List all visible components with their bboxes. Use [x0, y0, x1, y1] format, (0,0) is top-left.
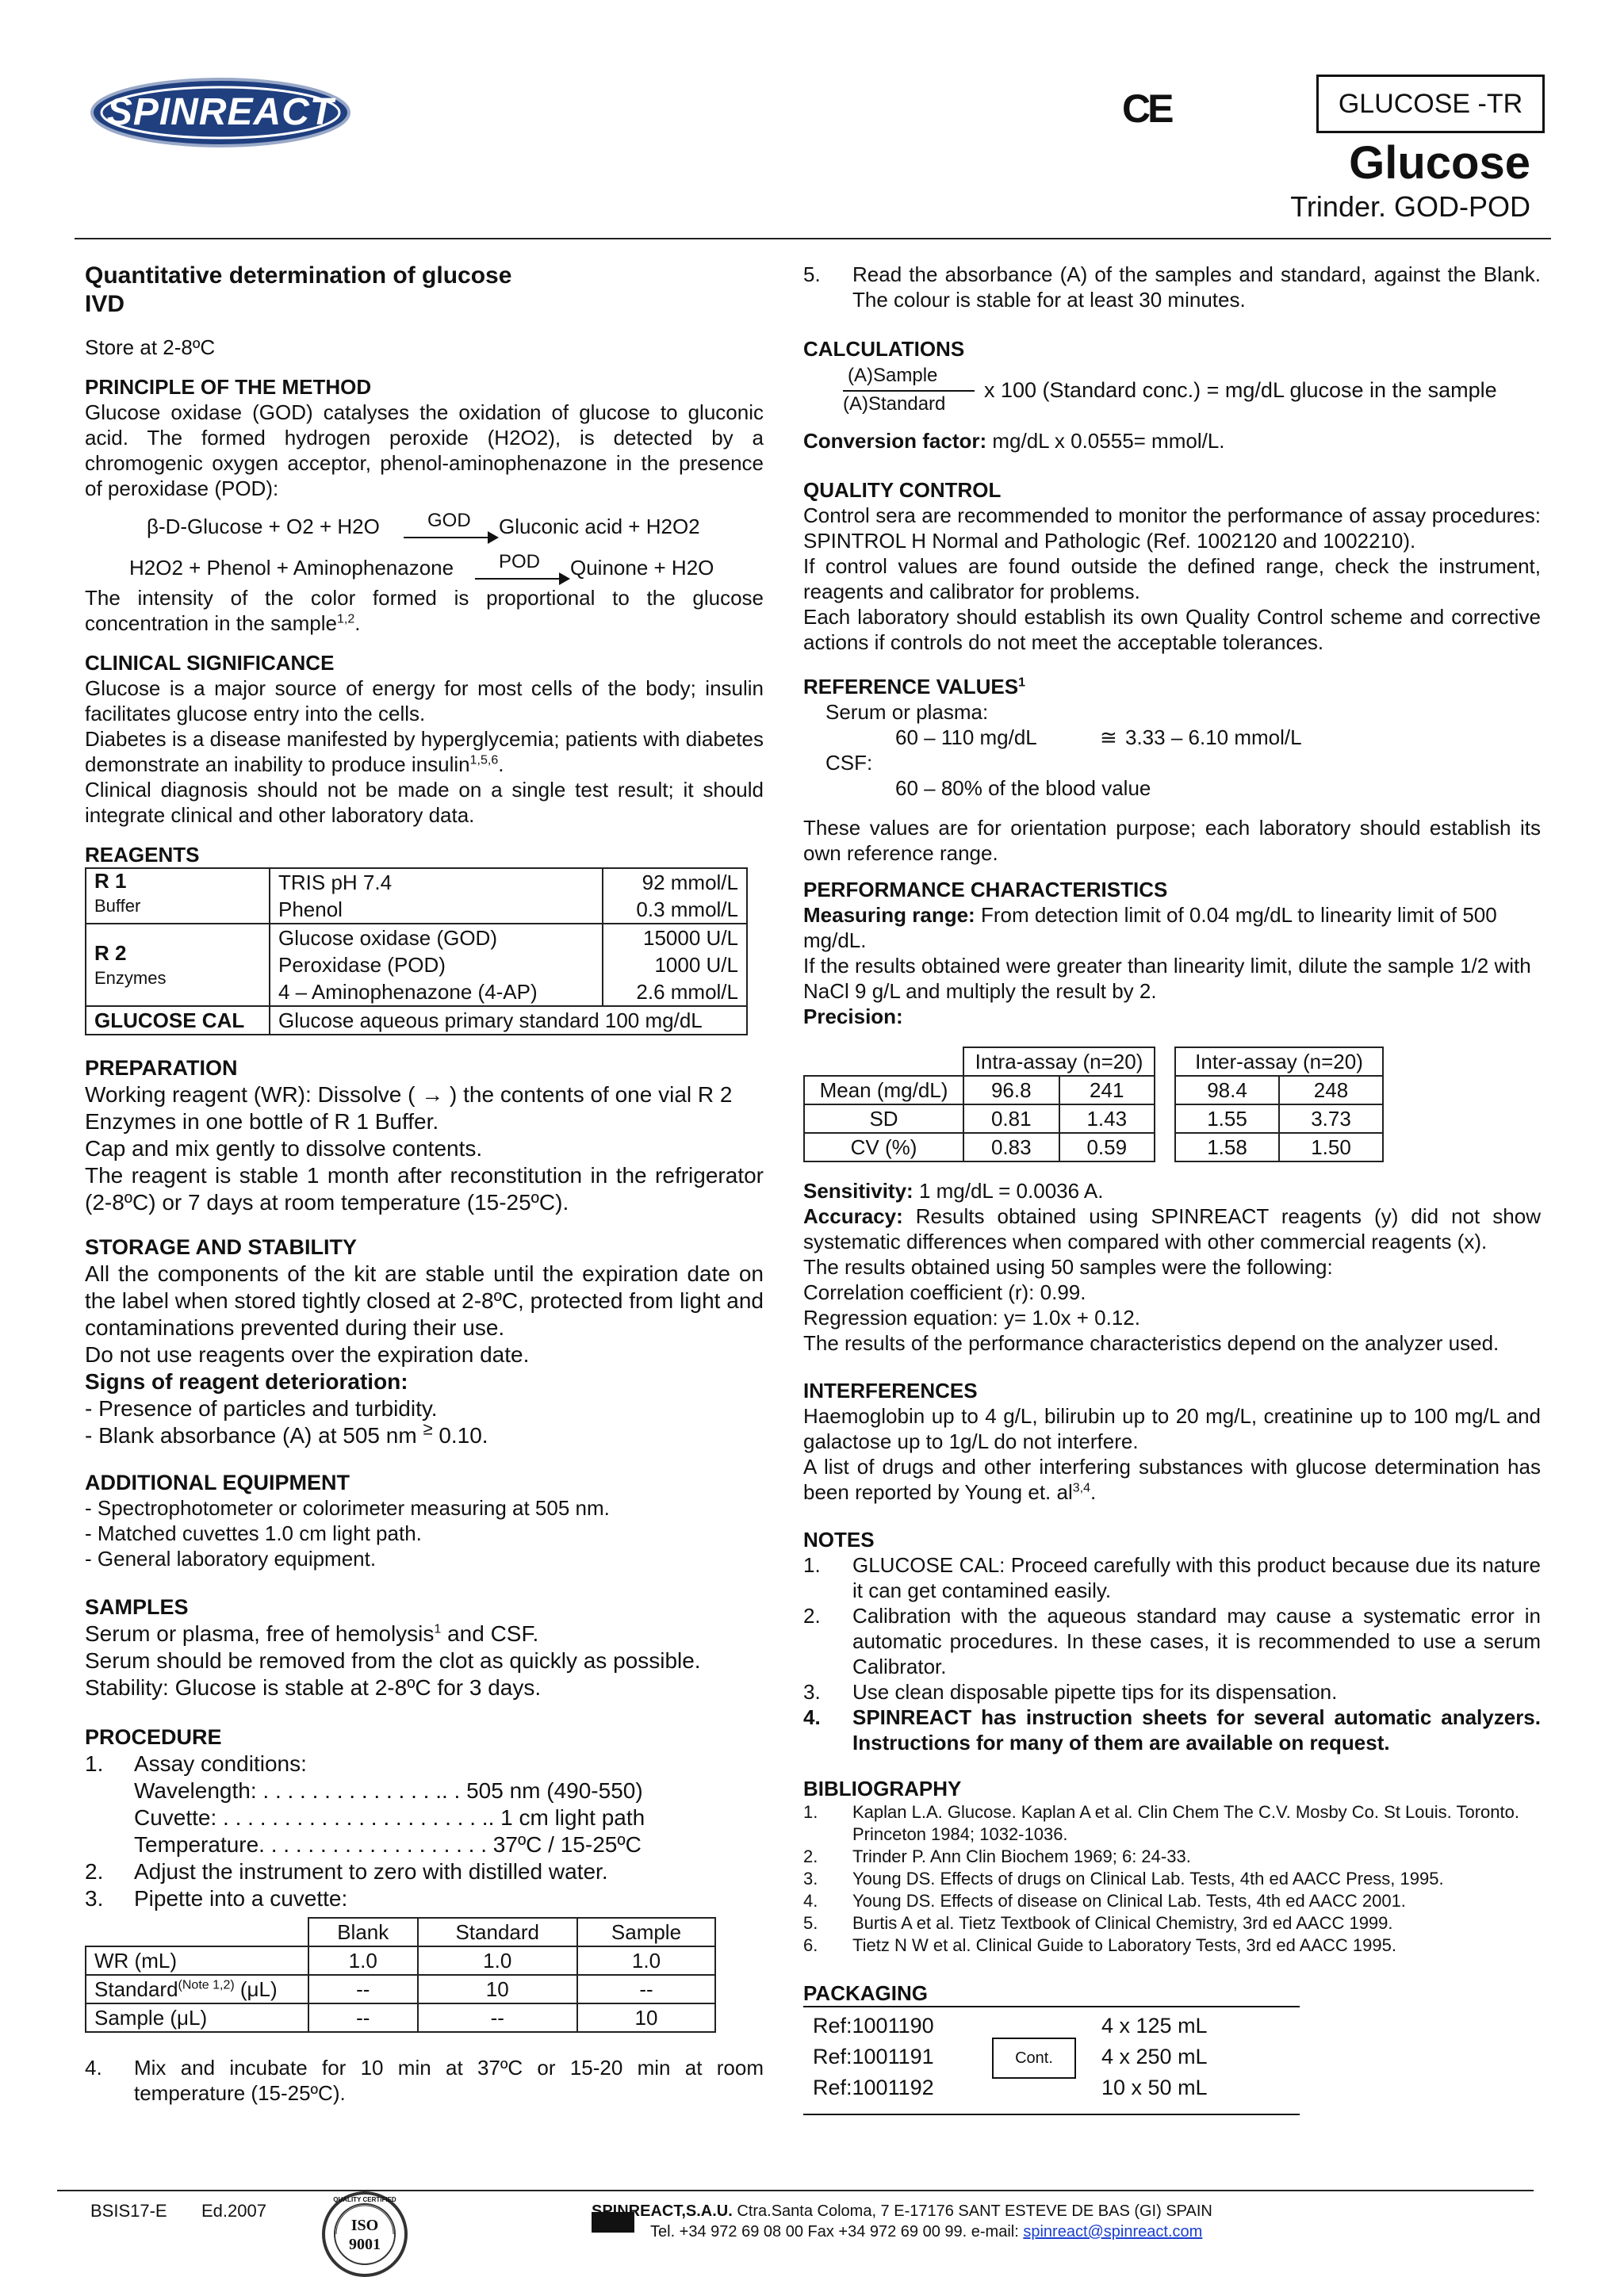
- reference-serum-values: 60 – 110 mg/dL ≅ 3.33 – 6.10 mmol/L: [895, 725, 1302, 749]
- interferences-text-1: Haemoglobin up to 4 g/L, bilirubin up to 20 mg/L, creatinine up to 100 mg/L and galactose up to 1g/L do not interfere.: [803, 1404, 1541, 1453]
- precision-label: Precision:: [803, 1004, 903, 1028]
- accuracy: Accuracy: Results obtained using SPINREACT reagents (y) did not show systematic differences when compared with other commercial reagents (x).: [803, 1204, 1541, 1253]
- equipment-item: - Spectrophotometer or colorimeter measuring at 505 nm.: [85, 1496, 610, 1520]
- r2-name: R 2: [94, 940, 127, 965]
- table-row: GLUCOSE CAL Glucose aqueous primary standard 100 mg/dL: [86, 1006, 747, 1035]
- store-text: Store at 2-8ºC: [85, 335, 216, 359]
- reaction-1-left: β-D-Glucose + O2 + H2O: [147, 515, 380, 538]
- note-item: 1. GLUCOSE CAL: Proceed carefully with this product because due its nature it can get contamined easily.: [803, 1553, 1541, 1602]
- table-row: Standard$^{(Note 1,2)}$ (μL) -- 10 --: [86, 1975, 715, 2003]
- prep-text-2: Cap and mix gently to dissolve contents.: [85, 1136, 483, 1161]
- footer-rule: [57, 2190, 1534, 2191]
- table-row: 98.4 248: [1175, 1076, 1383, 1104]
- bibliography-list: [803, 1801, 1541, 1957]
- bibliography-item: 3. Young DS. Effects of drugs on Clinical Lab. Tests, 4th ed AACC Press, 1995.: [803, 1869, 1444, 1888]
- footer-company: SPINREACT,S.A.U.: [592, 2202, 733, 2220]
- precision-table-intra: [803, 1047, 1155, 1162]
- logo: [86, 73, 355, 152]
- note-item: 4. SPINREACT has instruction sheets for several automatic analyzers. Instructions for many of them are available on request.: [803, 1705, 1541, 1755]
- ce-mark: CE: [1122, 86, 1171, 131]
- storage-text-1: All the components of the kit are stable until the expiration date on the label when stored tightly closed at 2-8ºC, protected from light and contaminations prevented during their use.: [85, 1261, 764, 1340]
- reference-note: These values are for orientation purpose; each laboratory should establish its own reference range.: [803, 816, 1541, 865]
- procedure-condition: Cuvette: . . . . . . . . . . . . . . . . . . . . . .. 1 cm light path: [134, 1805, 645, 1830]
- footer-email-link[interactable]: spinreact@spinreact.com: [1023, 2223, 1203, 2241]
- procedure-step: 1. Assay conditions:: [85, 1751, 307, 1776]
- qc-text-3: Each laboratory should establish its own Quality Control scheme and corrective actions if controls do not meet the acceptable tolerances.: [803, 605, 1541, 654]
- intro-title: Quantitative determination of glucose: [85, 262, 512, 289]
- table-row: Sample (μL) -- -- 10: [86, 2003, 715, 2032]
- calc-rest: x 100 (Standard conc.) = mg/dL glucose in the sample: [984, 378, 1497, 402]
- procedure-step: 5. Read the absorbance (A) of the samples and standard, against the Blank. The colour is stable for at least 30 minutes.: [803, 262, 1541, 312]
- storage-text-2: Do not use reagents over the expiration date.: [85, 1342, 530, 1367]
- header-rule: [75, 238, 1551, 239]
- table-row: Inter-assay (n=20): [1175, 1047, 1383, 1076]
- qc-title: QUALITY CONTROL: [803, 478, 1002, 502]
- table-row: Phenol 0.3 mmol/L: [86, 896, 747, 924]
- packaging-ref: Ref:1001190: [813, 2014, 934, 2038]
- accuracy-5: The results of the performance characteristics depend on the analyzer used.: [803, 1331, 1500, 1355]
- reaction-1-enzyme: GOD: [427, 510, 471, 532]
- reagents-table: [85, 867, 748, 1035]
- bibliography-item: 4. Young DS. Effects of disease on Clinical Lab. Tests, 4th ed AACC 2001.: [803, 1891, 1406, 1911]
- r1-name: R 1: [94, 869, 127, 893]
- procedure-step: 4. Mix and incubate for 10 min at 37ºC or 15-20 min at room temperature (15-25ºC).: [85, 2056, 764, 2105]
- reaction-arrow-icon: [475, 551, 570, 583]
- accuracy-3: Correlation coefficient (r): 0.99.: [803, 1280, 1086, 1304]
- reaction-2: [85, 551, 764, 585]
- procedure-condition: Temperature. . . . . . . . . . . . . . . . . . . 37ºC / 15-25ºC: [134, 1832, 642, 1857]
- packaging-size: 10 x 50 mL: [1101, 2076, 1208, 2099]
- reaction-2-left: H2O2 + Phenol + Aminophenazone: [129, 556, 454, 580]
- packaging-cont-box: Cont.: [992, 2038, 1076, 2079]
- table-row: WR (mL) 1.0 1.0 1.0: [86, 1946, 715, 1975]
- left-column: [85, 262, 764, 2106]
- reaction-1: [85, 510, 764, 544]
- table-row: Blank Standard Sample: [86, 1918, 715, 1946]
- procedure-condition: Wavelength: . . . . . . . . . . . . . . .. . 505 nm (490-550): [134, 1778, 643, 1803]
- iso-seal-top: QUALITY CERTIFIED: [333, 2196, 396, 2203]
- interferences-title: INTERFERENCES: [803, 1379, 978, 1402]
- equipment-item: - Matched cuvettes 1.0 cm light path.: [85, 1521, 422, 1545]
- packaging-ref: Ref:1001191: [813, 2045, 934, 2068]
- notes-title: NOTES: [803, 1528, 875, 1552]
- procedure-title: PROCEDURE: [85, 1725, 222, 1749]
- note-item: 2. Calibration with the aqueous standard may cause a systematic error in automatic procedures. In these cases, it is recommended to use a serum Calibrator.: [803, 1604, 1541, 1678]
- storage-sign-2: - Blank absorbance (A) at 505 nm ≥ 0.10.: [85, 1418, 488, 1448]
- measuring-range: Measuring range: From detection limit of 0.04 mg/dL to linearity limit of 500 mg/dL.: [803, 903, 1497, 952]
- samples-title: SAMPLES: [85, 1595, 189, 1619]
- bibliography-item: 1. Kaplan L.A. Glucose. Kaplan A et al. Clin Chem The C.V. Mosby Co. St Louis. Toronto. Princeton 1984; 1032-1036.: [803, 1802, 1519, 1844]
- reference-csf-value: 60 – 80% of the blood value: [895, 776, 1151, 800]
- table-row: 4 – Aminophenazone (4-AP) 2.6 mmol/L: [86, 978, 747, 1006]
- table-row: Mean (mg/dL) 96.8 241: [804, 1076, 1155, 1104]
- dilution-note: If the results obtained were greater than linearity limit, dilute the sample 1/2 with NaCl 9 g/L and multiply the result by 2.: [803, 954, 1531, 1003]
- calc-denominator: (A)Standard: [843, 393, 946, 415]
- storage-sign-1: - Presence of particles and turbidity.: [85, 1396, 438, 1421]
- table-row: R 1 Buffer TRIS pH 7.4 92 mmol/L: [86, 868, 747, 896]
- r2-sub: Enzymes: [94, 967, 167, 988]
- iso-seal-text: ISO: [350, 2217, 379, 2234]
- reaction-2-enzyme: POD: [499, 551, 541, 573]
- samples-text-1: Serum or plasma, free of hemolysis$^1$ and CSF.: [85, 1621, 539, 1646]
- procedure-step: 3. Pipette into a cuvette:: [85, 1886, 348, 1911]
- page-subtitle: Trinder. GOD-POD: [1290, 190, 1530, 223]
- precision-tables: [803, 1047, 1541, 1162]
- clinical-text-3: Clinical diagnosis should not be made on a single test result; it should integrate clinical and other laboratory data.: [85, 778, 764, 827]
- arrow-right-icon: →: [421, 1082, 444, 1107]
- packaging-ref: Ref:1001192: [813, 2076, 934, 2099]
- bibliography-item: 6. Tietz N W et al. Clinical Guide to Laboratory Tests, 3rd ed AACC 1995.: [803, 1935, 1396, 1955]
- qc-text-2: If control values are found outside the defined range, check the instrument, reagents and calibrator for problems.: [803, 554, 1541, 603]
- reaction-arrow-icon: [404, 510, 499, 541]
- principle-text: Glucose oxidase (GOD) catalyses the oxidation of glucose to gluconic acid. The formed hydrogen peroxide (H2O2), is detected by a chromogenic oxygen acceptor, phenol-aminophenazone in the presence of peroxidase (POD):: [85, 400, 764, 500]
- conversion-factor: Conversion factor: mg/dL x 0.0555= mmol/L.: [803, 429, 1225, 453]
- procedure-table: [85, 1917, 716, 2033]
- bibliography-title: BIBLIOGRAPHY: [803, 1777, 962, 1800]
- calc-numerator: (A)Sample: [848, 365, 938, 386]
- logo-text: SPINREACT: [106, 91, 335, 133]
- calculation-formula: [803, 363, 1541, 419]
- iso-seal-number: 9001: [349, 2236, 381, 2253]
- prep-text-1: Working reagent (WR): Dissolve ( → ) the contents of one vial R 2 Enzymes in one bottle of R 1 Buffer.: [85, 1082, 733, 1134]
- geq-icon: ≥: [423, 1418, 433, 1439]
- packaging-size: 4 x 250 mL: [1101, 2045, 1208, 2068]
- procedure-step: 2. Adjust the instrument to zero with distilled water.: [85, 1859, 608, 1884]
- samples-text-2: Serum should be removed from the clot as quickly as possible.: [85, 1648, 701, 1673]
- reaction-1-right: Gluconic acid + H2O2: [499, 515, 700, 538]
- accuracy-4: Regression equation: y= 1.0x + 0.12.: [803, 1306, 1140, 1330]
- reference-title: REFERENCE VALUES$^1$: [803, 675, 1026, 698]
- table-row: 1.58 1.50: [1175, 1133, 1383, 1161]
- clinical-text-1: Glucose is a major source of energy for most cells of the body; insulin facilitates glucose entry into the cells.: [85, 676, 764, 725]
- iso-seal: [320, 2190, 409, 2279]
- reagents-title: REAGENTS: [85, 843, 200, 867]
- storage-title: STORAGE AND STABILITY: [85, 1235, 358, 1259]
- product-code: GLUCOSE -TR: [1338, 89, 1523, 119]
- table-row: Intra-assay (n=20): [804, 1047, 1155, 1076]
- prep-title: PREPARATION: [85, 1056, 238, 1080]
- table-row: R 2 Enzymes Glucose oxidase (GOD) 15000 U/L: [86, 924, 747, 951]
- clinical-text-2: Diabetes is a disease manifested by hyperglycemia; patients with diabetes demonstrate an inability to produce insulin$^{1,5,6}$.: [85, 727, 764, 776]
- accuracy-2: The results obtained using 50 samples were the following:: [803, 1255, 1333, 1279]
- table-row: 1.55 3.73: [1175, 1104, 1383, 1133]
- packaging-table: [803, 2006, 1300, 2115]
- equipment-item: - General laboratory equipment.: [85, 1547, 377, 1571]
- bibliography-item: 5. Burtis A et al. Tietz Textbook of Clinical Chemistry, 3rd ed AACC 1999.: [803, 1913, 1393, 1933]
- clinical-title: CLINICAL SIGNIFICANCE: [85, 651, 335, 675]
- table-row: Peroxidase (POD) 1000 U/L: [86, 951, 747, 978]
- packaging-title: PACKAGING: [803, 1981, 928, 2005]
- storage-signs: Signs of reagent deterioration:: [85, 1369, 408, 1394]
- cal-name: GLUCOSE CAL: [94, 1008, 245, 1032]
- footer-contact: Tel. +34 972 69 08 00 Fax +34 972 69 00 99. e-mail: spinreact@spinreact.com: [650, 2223, 1203, 2241]
- performance-title: PERFORMANCE CHARACTERISTICS: [803, 878, 1168, 901]
- product-code-box: [1316, 75, 1545, 133]
- reference-serum: Serum or plasma:: [825, 700, 989, 724]
- sensitivity: Sensitivity: 1 mg/dL = 0.0036 A.: [803, 1179, 1104, 1203]
- reference-csf: CSF:: [825, 751, 873, 775]
- principle-title: PRINCIPLE OF THE METHOD: [85, 375, 372, 399]
- samples-text-3: Stability: Glucose is stable at 2-8ºC for 3 days.: [85, 1675, 542, 1700]
- page-title: Glucose: [1349, 137, 1530, 189]
- bibliography-item: 2. Trinder P. Ann Clin Biochem 1969; 6: 24-33.: [803, 1846, 1191, 1866]
- note-item: 3. Use clean disposable pipette tips for its dispensation.: [803, 1680, 1338, 1704]
- interferences-text-2: A list of drugs and other interfering substances with glucose determination has been reported by Young et. al$^{3,4}$.: [803, 1455, 1541, 1504]
- table-row: CV (%) 0.83 0.59: [804, 1133, 1155, 1161]
- approx-icon: ≅: [1100, 725, 1117, 749]
- footer-code: BSIS17-E: [90, 2201, 167, 2221]
- calculations-title: CALCULATIONS: [803, 337, 965, 361]
- packaging-size: 4 x 125 mL: [1101, 2014, 1208, 2038]
- r1-sub: Buffer: [94, 896, 141, 916]
- reaction-2-right: Quinone + H2O: [570, 556, 714, 580]
- table-row: SD 0.81 1.43: [804, 1104, 1155, 1133]
- prep-text-3: The reagent is stable 1 month after reconstitution in the refrigerator (2-8ºC) or 7 days at room temperature (15-25ºC).: [85, 1163, 764, 1215]
- intro-ivd: IVD: [85, 291, 125, 317]
- principle-text-2: The intensity of the color formed is proportional to the glucose concentration in the sample$^{1,2}$.: [85, 586, 764, 635]
- footer-address: SPINREACT,S.A.U. Ctra.Santa Coloma, 7 E-17176 SANT ESTEVE DE BAS (GI) SPAIN: [592, 2202, 1212, 2220]
- footer-edition: Ed.2007: [201, 2201, 266, 2221]
- qc-text-1: Control sera are recommended to monitor the performance of assay procedures: SPINTROL H Normal and Pathologic (Ref. 1002120 and 1002210).: [803, 503, 1541, 553]
- right-column: [803, 262, 1541, 2115]
- equipment-title: ADDITIONAL EQUIPMENT: [85, 1471, 350, 1494]
- precision-table-inter: [1174, 1047, 1384, 1162]
